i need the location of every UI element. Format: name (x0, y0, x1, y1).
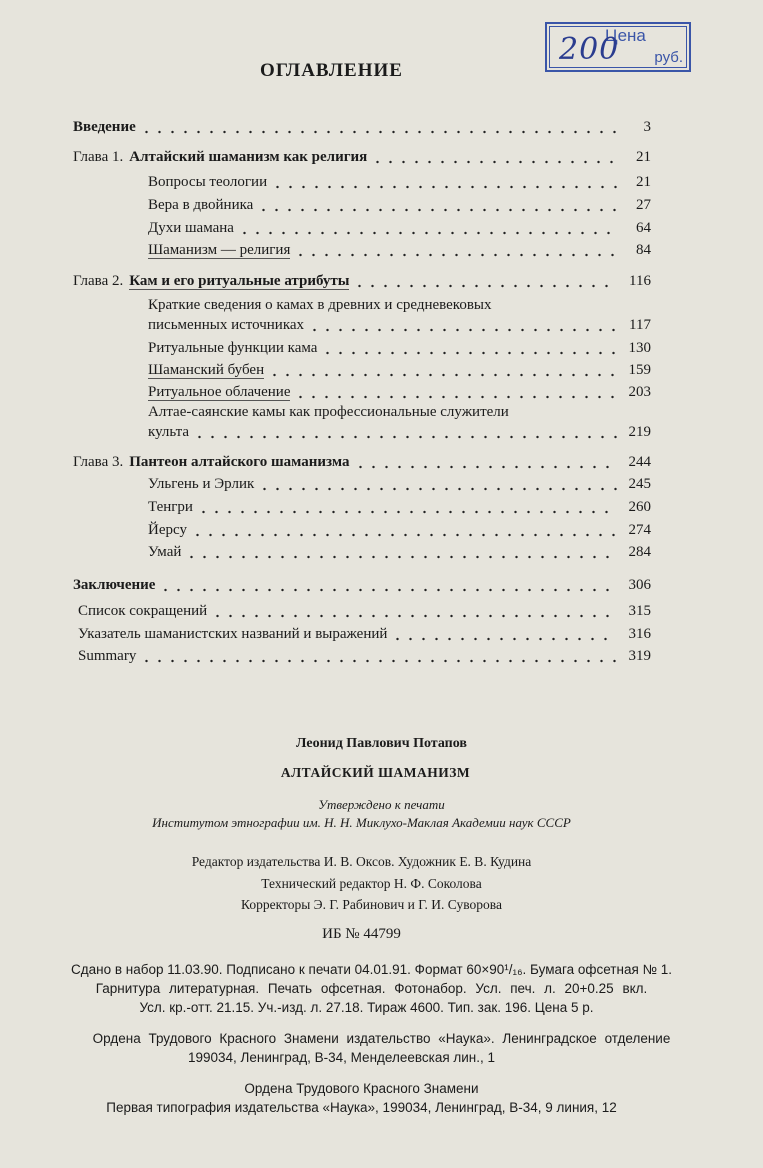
toc-entry (73, 576, 651, 594)
toc-entry-label (148, 339, 321, 357)
toc-page-number: 315 (628, 603, 651, 619)
dot-leader (268, 363, 617, 377)
toc-page-number: 244 (628, 454, 651, 470)
toc-page-number: 260 (628, 499, 651, 515)
toc-entry-label (148, 173, 271, 191)
toc-page-number: 284 (628, 544, 651, 560)
toc-entry-label (73, 118, 140, 136)
toc-entry (78, 625, 651, 643)
toc-page-number: 117 (629, 317, 651, 333)
toc-entry (73, 453, 651, 471)
toc-entry-label (148, 219, 238, 237)
toc-entry-label (148, 543, 185, 561)
chapter-number: Глава 1. (73, 149, 124, 165)
toc-entry-label (148, 383, 294, 401)
toc-title: ОГЛАВЛЕНИЕ (260, 60, 403, 81)
toc-title-wrap (0, 60, 763, 82)
stamp-unit: руб. (654, 49, 683, 66)
toc-entry-text: Заключение (73, 577, 156, 593)
toc-entry (148, 521, 651, 539)
toc-page-number: 245 (628, 476, 651, 492)
dot-leader (238, 221, 617, 235)
toc-page-number: 219 (628, 424, 651, 440)
toc-page-number: 64 (636, 220, 651, 236)
toc-entry (148, 498, 651, 516)
toc-page-number: 319 (628, 648, 651, 664)
dot-leader (159, 578, 617, 592)
imprint-line-1: Сдано в набор 11.03.90. Подписано к печати 04.01.91. Формат 60×90¹/₁₆. Бумага офсетная № 1. (70, 962, 673, 977)
dot-leader (258, 477, 617, 491)
toc-entry (73, 118, 651, 136)
printer-line-2: Первая типография издательства «Наука», 199034, Ленинград, В-34, 9 линия, 12 (106, 1100, 617, 1115)
book-title: АЛТАЙСКИЙ ШАМАНИЗМ (280, 765, 471, 780)
toc-entry-text: Шаманский бубен (148, 362, 265, 378)
toc-entry-line: Краткие сведения о камах в древних и средневековых (148, 297, 492, 313)
dot-leader (191, 523, 617, 537)
dot-leader (294, 243, 617, 257)
toc-entry-text: Summary (78, 648, 137, 664)
dot-leader (193, 425, 617, 439)
toc-entry-label (73, 453, 354, 471)
editors-line-2: Технический редактор Н. Ф. Соколова (261, 876, 482, 891)
dot-leader (271, 175, 617, 189)
toc-entry-text: Введение (73, 119, 136, 135)
ib-number: ИБ № 44799 (322, 926, 401, 942)
toc-entry (148, 241, 651, 259)
dot-leader (140, 120, 617, 134)
toc-entry-text: Список сокращений (78, 603, 208, 619)
toc-entry-label (78, 602, 211, 620)
stamp-handwritten-price: 200 (559, 32, 620, 67)
toc-entry (78, 647, 651, 665)
dot-leader (185, 545, 617, 559)
toc-entry-label (73, 272, 353, 290)
toc-entry-label (148, 361, 268, 379)
toc-entry (148, 173, 651, 191)
toc-entry-label (73, 148, 371, 166)
toc-entry-text: Алтайский шаманизм как религия (129, 149, 368, 165)
toc-entry-text: Ритуальные функции кама (148, 340, 318, 356)
toc-page-number: 21 (636, 149, 651, 165)
toc-entry-text: Тенгри (148, 499, 193, 515)
toc-entry (73, 272, 651, 290)
dot-leader (197, 500, 617, 514)
toc-entry-text: Йерсу (148, 522, 187, 538)
toc-entry-line: Алтае-саянские камы как профессиональные служители (148, 404, 509, 420)
toc-entry-label (78, 647, 140, 665)
toc-page-number: 306 (628, 577, 651, 593)
dot-leader (308, 318, 617, 332)
toc-page-number: 130 (628, 340, 651, 356)
toc-entry-label (148, 241, 294, 259)
dot-leader (353, 274, 617, 288)
approved-line-1: Утверждено к печати (318, 797, 445, 812)
toc-entry-label (148, 498, 197, 516)
dot-leader (391, 627, 617, 641)
toc-page-number: 116 (629, 273, 651, 289)
publisher-line-1: Ордена Трудового Красного Знамени издательство «Наука». Ленинградское отделение (92, 1031, 671, 1046)
dot-leader (321, 341, 617, 355)
toc-entry-text: Указатель шаманистских названий и выражений (78, 626, 388, 642)
toc-page-number: 159 (628, 362, 651, 378)
toc-entry (148, 339, 651, 357)
dot-leader (140, 649, 617, 663)
toc-entry (148, 316, 651, 334)
toc-entry (148, 475, 651, 493)
dot-leader (211, 604, 617, 618)
toc-entry-text: Вопросы теологии (148, 174, 268, 190)
toc-page-number: 316 (628, 626, 651, 642)
printer-line-1: Ордена Трудового Красного Знамени (244, 1081, 479, 1096)
toc-entry-label (148, 475, 258, 493)
toc-entry (73, 148, 651, 166)
toc-entry (148, 383, 651, 401)
publisher-line-2: 199034, Ленинград, В-34, Менделеевская лин., 1 (187, 1050, 496, 1065)
toc-entry-text: Шаманизм — религия (148, 242, 291, 258)
toc-page-number: 203 (628, 384, 651, 400)
toc-page-number: 21 (636, 174, 651, 190)
stamp-label: Цена (605, 26, 646, 45)
toc-entry-text: Ульгень и Эрлик (148, 476, 255, 492)
toc-entry-text: письменных источниках (148, 317, 305, 333)
toc-entry (148, 219, 651, 237)
toc-entry (148, 361, 651, 379)
dot-leader (371, 150, 617, 164)
toc-entry-label (148, 316, 308, 334)
toc-entry (78, 602, 651, 620)
toc-page-number: 84 (636, 242, 651, 258)
toc-page-number: 3 (643, 119, 651, 135)
toc-entry (148, 196, 651, 214)
toc-page-number: 27 (636, 197, 651, 213)
editors-line-3: Корректоры Э. Г. Рабинович и Г. И. Суворова (241, 897, 502, 912)
toc-entry-label (148, 196, 257, 214)
dot-leader (354, 455, 618, 469)
author-name: Леонид Павлович Потапов (296, 736, 467, 751)
toc-entry (148, 423, 651, 441)
toc-entry-text: Духи шамана (148, 220, 234, 236)
imprint-line-3: Усл. кр.-отт. 21.15. Уч.-изд. л. 27.18. Тираж 4600. Тип. зак. 196. Цена 5 р. (139, 1000, 594, 1015)
toc-entry-label (78, 625, 391, 643)
toc-entry-label (148, 423, 193, 441)
approved-line-2: Институтом этнографии им. Н. Н. Миклухо-Маклая Академии наук СССР (152, 815, 571, 830)
dot-leader (294, 385, 617, 399)
toc-entry-label (148, 521, 191, 539)
chapter-number: Глава 2. (73, 273, 124, 289)
toc-entry-text: Вера в двойника (148, 197, 254, 213)
toc-entry-text: культа (148, 424, 190, 440)
toc-entry (148, 543, 651, 561)
chapter-number: Глава 3. (73, 454, 124, 470)
imprint-line-2: Гарнитура литературная. Печать офсетная. Фотонабор. Усл. печ. л. 20+0.25 вкл. (95, 981, 648, 996)
toc-entry-label (73, 576, 159, 594)
toc-entry-text: Ритуальное облачение (148, 384, 291, 400)
editors-line-1: Редактор издательства И. В. Оксов. Художник Е. В. Кудина (191, 854, 532, 869)
toc-entry-text: Умай (148, 544, 182, 560)
toc-entry-text: Кам и его ритуальные атрибуты (129, 273, 350, 289)
dot-leader (257, 198, 617, 212)
toc-entry-text: Пантеон алтайского шаманизма (129, 454, 350, 470)
toc-page-number: 274 (628, 522, 651, 538)
